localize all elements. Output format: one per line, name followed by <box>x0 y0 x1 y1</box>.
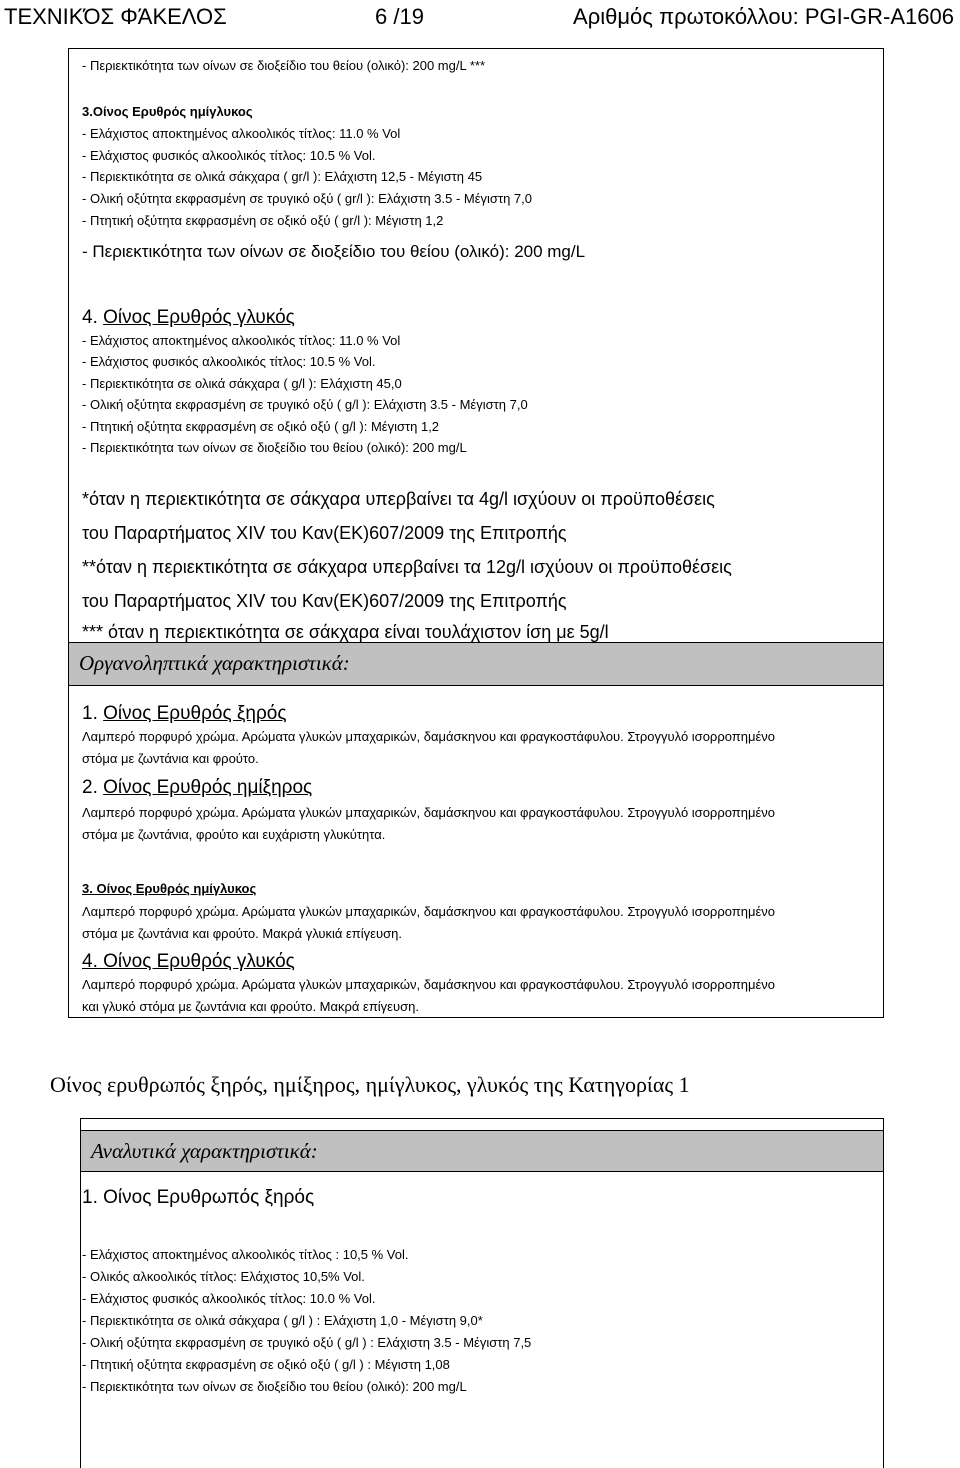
footnote-line: *** όταν η περιεκτικότητα σε σάκχαρα είναι τουλάχιστον ίση με 5g/l <box>82 622 609 642</box>
organoleptic-title-4: 4. Οίνος Ερυθρός γλυκός <box>82 951 295 972</box>
protocol-number: Αριθμός πρωτοκόλλου: PGI-GR-A1606 <box>573 4 954 29</box>
organoleptic-title-2 <box>82 776 312 800</box>
organoleptic-desc: στόμα με ζωντάνια και φρούτο. Μακρά γλυκιά επίγευση. <box>82 926 402 941</box>
wine4-line: - Περιεκτικότητα των οίνων σε διοξείδιο του θείου (ολικό): 200 mg/L <box>82 440 467 455</box>
wine4-line: - Ολική οξύτητα εκφρασμένη σε τρυγικό οξύ ( g/l ): Ελάχιστη 3.5 - Μέγιστη 7,0 <box>82 397 528 412</box>
wine3-title: 3.Οίνος Ερυθρός ημίγλυκος <box>82 104 253 119</box>
so2-line-top: - Περιεκτικότητα των οίνων σε διοξείδιο του θείου (ολικό): 200 mg/L *** <box>82 58 486 73</box>
organoleptic-desc: στόμα με ζωντάνια και φρούτο. <box>82 751 259 766</box>
rose-line: - Ελάχιστος φυσικός αλκοολικός τίτλος: 10.0 % Vol. <box>82 1291 376 1306</box>
organoleptic-banner: Οργανοληπτικά χαρακτηριστικά: <box>69 642 883 686</box>
rose-line: - Περιεκτικότητα σε ολικά σάκχαρα ( g/l ) : Ελάχιστη 1,0 - Μέγιστη 9,0* <box>82 1313 483 1328</box>
organoleptic-title-number: 1. <box>82 703 104 724</box>
rose-line: - Ολικός αλκοολικός τίτλος: Ελάχιστος 10,5% Vol. <box>82 1269 365 1284</box>
footnote-line: του Παραρτήματος XIV του Καν(ΕΚ)607/2009 της Επιτροπής <box>82 591 567 611</box>
page-number: 6 /19 <box>375 4 424 29</box>
rose-line: - Πτητική οξύτητα εκφρασμένη σε οξικό οξύ ( g/l ) : Μέγιστη 1,08 <box>82 1357 450 1372</box>
wine4-line: - Πτητική οξύτητα εκφρασμένη σε οξικό οξύ ( g/l ): Μέγιστη 1,2 <box>82 419 440 434</box>
organoleptic-desc: και γλυκό στόμα με ζωντάνια και φρούτο. Μακρά επίγευση. <box>82 999 419 1014</box>
section2-heading: Οίνος ερυθρωπός ξηρός, ημίξηρος, ημίγλυκος, γλυκός της Κατηγορίας 1 <box>50 1072 690 1097</box>
organoleptic-desc: Λαμπερό πορφυρό χρώμα. Αρώματα γλυκών μπαχαρικών, δαμάσκηνου και φραγκοστάφυλου. Στρογγυλό ισορροπημένο <box>82 805 775 820</box>
analytical-banner: Αναλυτικά χαρακτηριστικά: <box>81 1130 883 1172</box>
organoleptic-desc: στόμα με ζωντάνια, φρούτο και ευχάριστη γλυκύτητα. <box>82 827 386 842</box>
organoleptic-desc: Λαμπερό πορφυρό χρώμα. Αρώματα γλυκών μπαχαρικών, δαμάσκηνου και φραγκοστάφυλου. Στρογγυλό ισορροπημένο <box>82 977 775 992</box>
wine4-title <box>82 306 295 330</box>
footnote-line: **όταν η περιεκτικότητα σε σάκχαρα υπερβαίνει τα 12g/l ισχύουν οι προϋποθέσεις <box>82 557 732 577</box>
wine3-line: - Ελάχιστος αποκτημένος αλκοολικός τίτλος: 11.0 % Vol <box>82 126 401 141</box>
wine3-line: - Ελάχιστος φυσικός αλκοολικός τίτλος: 10.5 % Vol. <box>82 148 376 163</box>
wine3-line: - Ολική οξύτητα εκφρασμένη σε τρυγικό οξύ ( gr/l ): Ελάχιστη 3.5 - Μέγιστη 7,0 <box>82 191 533 206</box>
wine4-line: - Περιεκτικότητα σε ολικά σάκχαρα ( g/l ): Ελάχιστη 45,0 <box>82 376 402 391</box>
organoleptic-desc: Λαμπερό πορφυρό χρώμα. Αρώματα γλυκών μπαχαρικών, δαμάσκηνου και φραγκοστάφυλου. Στρογγυλό ισορροπημένο <box>82 729 775 744</box>
organoleptic-title-text: Οίνος Ερυθρός ξηρός <box>103 703 287 724</box>
wine4-title-text: Οίνος Ερυθρός γλυκός <box>103 307 295 328</box>
wine4-line: - Ελάχιστος φυσικός αλκοολικός τίτλος: 10.5 % Vol. <box>82 354 376 369</box>
document-title: ΤΕΧΝΙΚΌΣ ΦΆΚΕΛΟΣ <box>4 4 227 29</box>
organoleptic-title-text: Οίνος Ερυθρός ημίξηρος <box>103 777 313 798</box>
rose-line: - Ελάχιστος αποκτημένος αλκοολικός τίτλος : 10,5 % Vol. <box>82 1247 409 1262</box>
wine4-title-number: 4. <box>82 307 104 328</box>
wine4-line: - Ελάχιστος αποκτημένος αλκοολικός τίτλος: 11.0 % Vol <box>82 333 401 348</box>
footnote-line: του Παραρτήματος XIV του Καν(ΕΚ)607/2009 της Επιτροπής <box>82 523 567 543</box>
organoleptic-title-3: 3. Οίνος Ερυθρός ημίγλυκος <box>82 881 257 896</box>
wine3-line: - Περιεκτικότητα σε ολικά σάκχαρα ( gr/l ): Ελάχιστη 12,5 - Μέγιστη 45 <box>82 169 483 184</box>
organoleptic-title-number: 2. <box>82 777 104 798</box>
organoleptic-title-1 <box>82 702 286 726</box>
rose-line: - Περιεκτικότητα των οίνων σε διοξείδιο του θείου (ολικό): 200 mg/L <box>82 1379 467 1394</box>
wine3-line: - Πτητική οξύτητα εκφρασμένη σε οξικό οξύ ( gr/l ): Μέγιστη 1,2 <box>82 213 444 228</box>
organoleptic-desc: Λαμπερό πορφυρό χρώμα. Αρώματα γλυκών μπαχαρικών, δαμάσκηνου και φραγκοστάφυλου. Στρογγυλό ισορροπημένο <box>82 904 775 919</box>
rose-line: - Ολική οξύτητα εκφρασμένη σε τρυγικό οξύ ( g/l ) : Ελάχιστη 3.5 - Μέγιστη 7,5 <box>82 1335 532 1350</box>
rose-wine1-title: 1. Οίνος Ερυθρωπός ξηρός <box>82 1187 315 1208</box>
footnote-line: *όταν η περιεκτικότητα σε σάκχαρα υπερβαίνει τα 4g/l ισχύουν οι προϋποθέσεις <box>82 489 715 509</box>
wine3-so2-line: - Περιεκτικότητα των οίνων σε διοξείδιο του θείου (ολικό): 200 mg/L <box>82 242 586 261</box>
